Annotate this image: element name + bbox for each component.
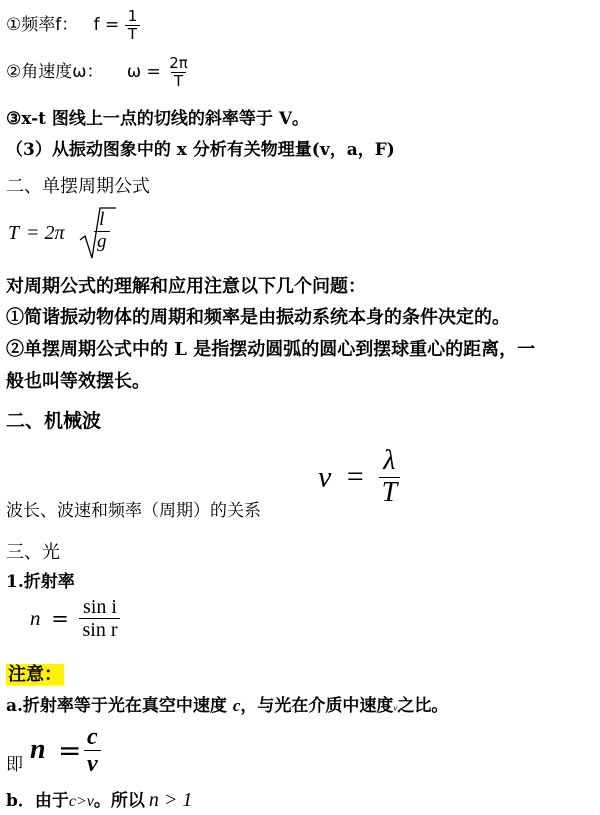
note-a-v: v bbox=[393, 703, 398, 713]
slope-line: ③x-t 图线上一点的切线的斜率等于 V。 bbox=[6, 109, 310, 129]
note-b-ineq: c>v bbox=[68, 793, 94, 810]
wave-section-title: 二、机械波 bbox=[6, 410, 102, 432]
refraction-eq: = bbox=[51, 606, 69, 631]
angular-velocity-var: ω bbox=[126, 62, 142, 82]
wave-relation-text: 波长、波速和频率（周期）的关系 bbox=[6, 501, 261, 521]
note-a-line bbox=[6, 691, 448, 716]
note-a-c: c bbox=[232, 696, 241, 715]
analysis-line: （3）从振动图象中的 x 分析有关物理量(v，a，F) bbox=[6, 140, 395, 160]
angular-velocity-num: 2π bbox=[169, 54, 188, 72]
wave-formula bbox=[318, 446, 400, 509]
wave-den: T bbox=[379, 477, 401, 509]
note-a-pre: a.折射率等于光在真空中速度 bbox=[6, 696, 233, 716]
pendulum-num: l bbox=[99, 209, 105, 230]
note-intro: 对周期公式的理解和应用注意以下几个问题： bbox=[6, 276, 366, 297]
refraction-den: sin r bbox=[79, 618, 120, 641]
angular-velocity-fraction bbox=[166, 55, 191, 89]
ncv-fraction bbox=[84, 724, 101, 778]
ji-text: 即 bbox=[6, 755, 23, 775]
refraction-formula bbox=[30, 596, 120, 641]
ncv-num: c bbox=[87, 724, 98, 750]
frequency-fraction bbox=[125, 8, 141, 42]
frequency-var: f bbox=[93, 15, 100, 35]
note-b-pre: b．由于 bbox=[6, 791, 69, 811]
note-b-line bbox=[6, 786, 192, 812]
wave-fraction bbox=[379, 446, 401, 509]
note-label-text: 注意： bbox=[8, 664, 62, 685]
note-a-post: 之比。 bbox=[397, 696, 449, 716]
pendulum-section-title: 二、单摆周期公式 bbox=[6, 176, 150, 197]
angular-velocity-line bbox=[6, 55, 191, 89]
angular-velocity-den: T bbox=[171, 72, 186, 90]
ncv-eq: = bbox=[58, 734, 82, 767]
note-b-result: n > 1 bbox=[148, 789, 193, 811]
frequency-eq: = bbox=[105, 15, 120, 35]
note-1: ①简谐振动物体的周期和频率是由振动系统本身的条件决定的。 bbox=[6, 307, 510, 328]
pendulum-eq: = 2π bbox=[26, 222, 65, 244]
angular-velocity-label: ②角速度ω： bbox=[6, 62, 104, 82]
frequency-den: T bbox=[125, 25, 140, 43]
ncv-den: v bbox=[84, 750, 101, 777]
angular-velocity-eq: = bbox=[146, 62, 161, 82]
note-label bbox=[6, 660, 64, 686]
note-b-mid: 。所以 bbox=[93, 791, 145, 811]
light-section-title: 三、光 bbox=[6, 542, 60, 563]
frequency-num: 1 bbox=[127, 7, 138, 25]
note-a-mid: ，与光在介质中速度 bbox=[240, 696, 394, 716]
note-2b: 般也叫等效摆长。 bbox=[6, 371, 150, 392]
refraction-lhs: n bbox=[30, 606, 41, 630]
pendulum-den: g bbox=[94, 231, 110, 253]
note-2a: ②单摆周期公式中的 L 是指摆动圆弧的圆心到摆球重心的距离，一 bbox=[6, 339, 536, 360]
pendulum-fraction bbox=[94, 210, 110, 253]
refraction-title-text: 1.折射率 bbox=[6, 572, 75, 592]
refraction-title bbox=[6, 567, 75, 592]
ncv-lhs: n bbox=[30, 734, 46, 765]
wave-num: λ bbox=[383, 445, 396, 476]
refraction-num: sin i bbox=[83, 596, 117, 618]
wave-eq: = bbox=[344, 460, 366, 494]
wave-lhs: v bbox=[318, 460, 332, 494]
pendulum-lhs: T bbox=[8, 222, 20, 244]
refraction-fraction bbox=[79, 596, 120, 641]
frequency-label: ①频率f： bbox=[6, 15, 79, 35]
frequency-line bbox=[6, 8, 140, 42]
